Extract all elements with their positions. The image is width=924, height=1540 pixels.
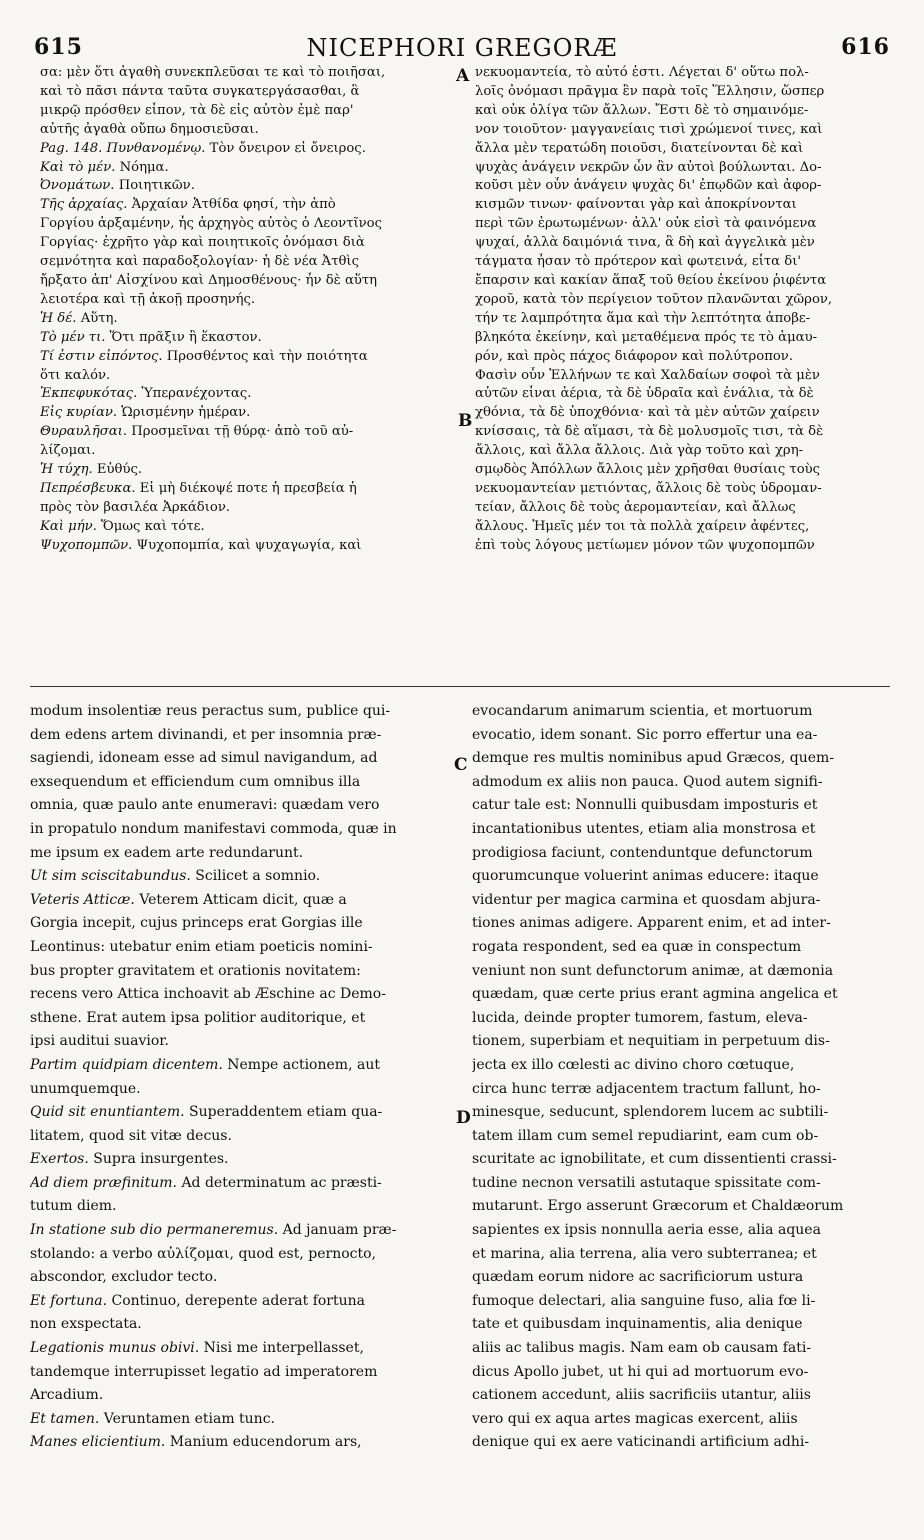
text-line: τάγματα ἦσαν τὸ πρότερον καὶ φωτεινά, εἶτα δι' xyxy=(475,254,802,270)
line-text: sagiendi, idoneam esse ad simul navigandum, ad xyxy=(30,750,378,767)
text-line: rogata respondent, sed ea quæ in conspectum xyxy=(472,938,802,955)
text-line: χθόνια, τὰ δὲ ὑποχθόνια· καὶ τὰ μὲν αὐτῶν χαίρειν xyxy=(475,405,820,421)
line-text: καὶ τὸ πᾶσι πάντα ταῦτα συγκατεργάσασθαι, ἃ xyxy=(40,83,360,99)
line-text: Veruntamen etiam tunc. xyxy=(99,1410,275,1427)
line-text: recens vero Attica inchoavit ab Æschine ac Demo- xyxy=(30,986,386,1003)
text-line xyxy=(40,102,454,121)
text-line: circa hunc terræ adjacentem tractum fallunt, ho- xyxy=(472,1080,821,1097)
text-line xyxy=(30,1030,454,1054)
text-line xyxy=(30,1148,454,1172)
text-line: νον τοιοῦτον· μαγγανείαις τισὶ χρώμενοί τινες, καὶ xyxy=(475,121,823,137)
line-text: Ψυχοπομπία, καὶ ψυχαγωγία, καὶ xyxy=(132,537,362,553)
line-text: Superaddentem etiam qua- xyxy=(184,1104,383,1121)
text-line: tionem, superbiam et nequitiam in perpetuum dis- xyxy=(472,1033,830,1050)
text-line xyxy=(40,215,454,234)
text-line: ἐπὶ τοὺς λόγους μετίωμεν μόνον τῶν ψυχοπομπῶν xyxy=(475,537,815,553)
text-line xyxy=(40,329,454,348)
text-line: quædam eorum nidore ac sacrificiorum ustura xyxy=(472,1269,804,1286)
text-line xyxy=(30,1007,454,1031)
text-line xyxy=(30,1313,454,1337)
text-line xyxy=(40,423,454,442)
line-text: omnia, quæ paulo ante enumeravi: quædam vero xyxy=(30,797,380,814)
line-text: Ὅμως καὶ τότε. xyxy=(96,518,205,534)
text-line xyxy=(30,1125,454,1149)
text-line: minesque, seducunt, splendorem lucem ac subtili- xyxy=(472,1104,829,1121)
text-line xyxy=(30,960,454,984)
text-line: aliis ac talibus magis. Nam eam ob causam fati- xyxy=(472,1340,812,1357)
text-line: κοῦσι μὲν οὖν ἀνάγειν ψυχὰς δι' ἐπῳδῶν καὶ ἀφορ- xyxy=(475,178,822,194)
text-line xyxy=(40,291,454,310)
text-line: prodigiosa faciunt, contenduntque defunctorum xyxy=(472,844,813,861)
text-line xyxy=(40,499,454,518)
line-text: Ὅτι πρᾶξιν ἢ ἕκαστον. xyxy=(105,329,262,345)
line-text: Arcadium. xyxy=(30,1387,104,1404)
text-line: τήν τε λαμπρότητα ἅμα καὶ τὴν λεπτότητα ἀποβε- xyxy=(475,310,811,326)
text-line: καὶ οὐκ ὀλίγα τῶν ἄλλων. Ἔστι δὲ τὸ σημαινόμε- xyxy=(475,102,809,118)
text-line xyxy=(40,177,454,196)
line-text: non exspectata. xyxy=(30,1316,142,1333)
line-text: bus propter gravitatem et orationis novitatem: xyxy=(30,962,361,979)
lemma: Τί ἐστιν εἰπόντος. xyxy=(40,348,163,364)
line-text: Προσθέντος καὶ τὴν ποιότητα xyxy=(162,348,368,364)
line-text: Ad januam præ- xyxy=(278,1222,397,1239)
lemma: Veteris Atticæ. xyxy=(30,891,135,908)
text-line: λοῖς ὀνόμασι πρᾶγμα ἓν παρὰ τοῖς Ἕλλησιν, ὥσπερ xyxy=(475,83,825,99)
lemma: Πεπρέσβευκα. xyxy=(40,480,136,496)
text-line xyxy=(40,461,454,480)
text-line: αὐτῶν εἶναι ἀέρια, τὰ δὲ ὑδραῖα καὶ ἐνάλια, τὰ δὲ xyxy=(475,386,814,402)
line-text: Γοργίας· ἐχρῆτο γὰρ καὶ ποιητικοῖς ὀνόμασι διὰ xyxy=(40,235,365,251)
lemma: Ἐκπεφυκότας. xyxy=(40,386,138,402)
line-text: πρὸς τὸν βασιλέα Ἀρκάδιον. xyxy=(40,499,231,515)
text-line: tate et quibusdam inquinamentis, alia denique xyxy=(472,1316,803,1333)
lemma: Τὸ μέν τι. xyxy=(40,329,106,345)
line-text: λίζομαι. xyxy=(40,443,96,459)
text-line: ψυχὰς ἀνάγειν νεκρῶν ὧν ἂν αὐτοὶ βούλωνται. Δο- xyxy=(475,159,822,175)
text-line: dicus Apollo jubet, ut hi qui ad mortuorum evo- xyxy=(472,1363,809,1380)
page-number-right: 616 xyxy=(841,34,890,60)
running-title: NICEPHORI GREGORÆ xyxy=(306,34,618,62)
lemma: Exertos. xyxy=(30,1151,89,1168)
text-line xyxy=(40,64,454,83)
lemma: Manes elicientium. xyxy=(30,1434,166,1451)
text-line xyxy=(40,140,454,159)
text-line xyxy=(40,348,454,367)
text-line xyxy=(40,385,454,404)
text-line xyxy=(40,234,454,253)
text-line xyxy=(30,818,454,842)
line-text: tutum diem. xyxy=(30,1198,117,1215)
line-text: λειοτέρα καὶ τῇ ἀκοῇ προσηνής. xyxy=(40,291,256,307)
lemma: Εἰς κυρίαν. xyxy=(40,405,118,421)
text-line: κισμῶν τινων· φαίνονται γὰρ καὶ ἀποκρίνονται xyxy=(475,197,797,213)
text-line: quædam, quæ certe prius erant agmina angelica et xyxy=(472,986,838,1003)
text-line: sapientes ex ipsis nonnulla aeria esse, alia aquea xyxy=(472,1222,821,1239)
greek-notes-left-column xyxy=(40,64,454,674)
text-line xyxy=(30,1384,454,1408)
lemma: Ad diem præfinitum. xyxy=(30,1174,177,1191)
text-line: ἄλλα μὲν τερατώδη ποιοῦσι, διατείνονται δὲ καὶ xyxy=(475,140,804,156)
greek-notes-right-column xyxy=(475,64,887,674)
line-text: μικρῷ πρόσθεν εἶπον, τὰ δὲ εἰς αὐτὸν ἐμὲ παρ' xyxy=(40,102,354,118)
margin-letter-d: D xyxy=(456,1108,471,1128)
line-text: ὅτι καλόν. xyxy=(40,367,111,383)
text-line xyxy=(40,404,454,423)
text-line xyxy=(40,121,454,140)
line-text: modum insolentiæ reus peractus sum, publice qui- xyxy=(30,703,391,719)
text-line xyxy=(40,518,454,537)
lemma: Pag. 148. Πυνθανομένῳ. xyxy=(40,140,206,156)
lemma: Ἡ τύχη. xyxy=(40,462,93,478)
text-line xyxy=(40,159,454,178)
text-line: τείαν, ἄλλοις δὲ τοὺς ἀερομαντείαν, καὶ ἄλλως xyxy=(475,499,796,515)
line-text: sthene. Erat autem ipsa politior auditorique, et xyxy=(30,1009,366,1026)
line-text: exsequendum et efficiendum cum omnibus illa xyxy=(30,773,361,790)
line-text: Προσμεῖναι τῇ θύρᾳ· ἀπὸ τοῦ αὐ- xyxy=(127,424,354,440)
lemma: Quid sit enuntiantem. xyxy=(30,1104,185,1121)
lemma: Et fortuna. xyxy=(30,1292,108,1309)
line-text: in propatulo nondum manifestavi commoda, quæ in xyxy=(30,820,397,837)
line-text: Veterem Atticam dicit, quæ a xyxy=(134,891,347,908)
text-line: demque res multis nominibus apud Græcos, quem- xyxy=(472,750,835,767)
line-text: Ad determinatum ac præsti- xyxy=(177,1174,382,1191)
text-line: περὶ τῶν ἐρωτωμένων· ἀλλ' οὐκ εἰσὶ τὰ φαινόμενα xyxy=(475,216,817,232)
text-line: tatem illam cum semel repudiarint, eam cum ob- xyxy=(472,1127,819,1144)
text-line xyxy=(30,983,454,1007)
lemma: Et tamen. xyxy=(30,1410,100,1427)
line-text: Αὕτη. xyxy=(76,310,118,326)
text-line xyxy=(30,889,454,913)
lemma: Partim quidpiam dicentem. xyxy=(30,1056,223,1073)
lemma: Τῆς ἀρχαίας. xyxy=(40,197,128,213)
text-line xyxy=(40,537,454,556)
line-text: Νόημα. xyxy=(115,159,169,175)
text-line xyxy=(30,771,454,795)
lemma: In statione sub dio permaneremus. xyxy=(30,1222,279,1239)
text-line: βληκότα ἐκείνην, καὶ μεταθέμενα πρός τε τὸ ἀμαυ- xyxy=(475,329,818,345)
text-line: et marina, alia terrena, alia vero subterranea; et xyxy=(472,1245,817,1262)
text-line: κνίσσαις, τὰ δὲ αἵμασι, τὰ δὲ μολυσμοῖς τισι, τὰ δὲ xyxy=(475,424,824,440)
text-line xyxy=(30,842,454,866)
text-line xyxy=(30,1219,454,1243)
text-line: mutarunt. Ergo asserunt Græcorum et Chaldæorum xyxy=(472,1198,844,1215)
text-line: ψυχαί, ἀλλὰ δαιμόνιά τινα, ἃ δὴ καὶ ἀγγελικὰ μὲν xyxy=(475,235,815,251)
lemma: Καὶ τὸ μέν. xyxy=(40,159,116,175)
text-line xyxy=(30,794,454,818)
text-line xyxy=(30,1101,454,1125)
text-line xyxy=(30,1054,454,1078)
text-line xyxy=(30,1172,454,1196)
text-line xyxy=(40,272,454,291)
text-line xyxy=(30,1361,454,1385)
text-line xyxy=(30,724,454,748)
text-line xyxy=(30,1195,454,1219)
text-line: νεκυομαντείαν μετιόντας, ἄλλοις δὲ τοὺς ὑδρομαν- xyxy=(475,480,822,496)
margin-letter-b: B xyxy=(458,411,473,431)
line-text: Continuo, derepente aderat fortuna xyxy=(107,1292,366,1309)
text-line xyxy=(30,1337,454,1361)
text-line xyxy=(40,367,454,386)
margin-letter-a: A xyxy=(456,66,470,86)
lemma: Ὀνομάτων. xyxy=(40,178,115,194)
line-text: ipsi auditui suavior. xyxy=(30,1033,169,1050)
line-text: dem edens artem divinandi, et per insomnia præ- xyxy=(30,726,382,743)
text-line xyxy=(30,1078,454,1102)
lemma: Ἡ δέ. xyxy=(40,310,77,326)
line-text: Scilicet a somnio. xyxy=(190,868,321,885)
text-line xyxy=(40,310,454,329)
text-line xyxy=(40,196,454,215)
line-text: abscondor, excludor tecto. xyxy=(30,1269,218,1286)
text-line: evocatio, idem sonant. Sic porro effertur una ea- xyxy=(472,726,818,743)
line-text: Τὸν ὄνειρον εἰ ὄνειρος. xyxy=(205,140,366,156)
text-line xyxy=(30,747,454,771)
text-line: νεκυομαντεία, τὸ αὐτό ἐστι. Λέγεται δ' οὕτω πολ- xyxy=(475,65,809,80)
text-line: vero qui ex aqua artes magicas exercent, aliis xyxy=(472,1410,798,1427)
lemma: Ψυχοπομπῶν. xyxy=(40,537,133,553)
text-line: χοροῦ, κατὰ τὸν περίγειον τοῦτον πλανῶνται χῶρον, xyxy=(475,291,833,307)
line-text: Γοργίου ἀρξαμένην, ἧς ἀρχηγὸς αὐτὸς ὁ Λεοντῖνος xyxy=(40,216,383,232)
line-text: σα: μὲν ὅτι ἀγαθὴ συνεκπλεῦσαι τε καὶ τὸ ποιῆσαι, xyxy=(40,65,386,80)
text-line xyxy=(40,442,454,461)
text-line xyxy=(30,1431,454,1455)
text-line: σμῳδὸς Ἀπόλλων ἄλλοις μὲν χρῆσθαι θυσίαις τοὺς xyxy=(475,462,821,478)
text-line: quorumcunque voluerint animas educere: itaque xyxy=(472,868,819,885)
text-line: fumoque delectari, alia sanguine fuso, alia fœ li- xyxy=(472,1292,816,1309)
line-text: Gorgia incepit, cujus princeps erat Gorgias ille xyxy=(30,915,363,932)
line-text: ἤρξατο ἀπ' Αἰσχίνου καὶ Δημοσθένους· ἦν δὲ αὕτη xyxy=(40,272,378,288)
latin-translation-left-column xyxy=(30,700,454,1512)
lemma: Ut sim sciscitabundus. xyxy=(30,868,191,885)
line-text: litatem, quod sit vitæ decus. xyxy=(30,1127,232,1144)
page-header xyxy=(0,34,924,64)
section-divider xyxy=(30,686,890,687)
text-line: Φασὶν οὖν Ἑλλήνων τε καὶ Χαλδαίων σοφοὶ τὰ μὲν xyxy=(475,367,820,383)
line-text: σεμνότητα καὶ παραδοξολογίαν· ἡ δὲ νέα Ἀτθὶς xyxy=(40,254,359,270)
text-line xyxy=(40,83,454,102)
text-line xyxy=(30,936,454,960)
page-number-left: 615 xyxy=(34,34,83,60)
line-text: me ipsum ex eadem arte redundarunt. xyxy=(30,844,304,861)
line-text: Manium educendorum ars, xyxy=(165,1434,362,1451)
text-line: ἔπαρσιν καὶ κακίαν ἅπαξ τοῦ θείου ἐκείνου ῥιφέντα xyxy=(475,272,827,288)
line-text: Supra insurgentes. xyxy=(88,1151,229,1168)
line-text: Nempe actionem, aut xyxy=(222,1056,380,1073)
text-line xyxy=(30,1243,454,1267)
line-text: Ὡρισμένην ἡμέραν. xyxy=(117,405,251,421)
line-text: tandemque interrupisset legatio ad imperatorem xyxy=(30,1363,378,1380)
text-line: admodum ex aliis non pauca. Quod autem signifi- xyxy=(472,773,823,790)
line-text: Ὑπερανέχοντας. xyxy=(137,386,252,402)
text-line: cationem accedunt, aliis sacrificiis utantur, aliis xyxy=(472,1387,811,1404)
line-text: Ποιητικῶν. xyxy=(114,178,195,194)
line-text: Εὐθύς. xyxy=(92,462,143,478)
latin-translation-right-column xyxy=(472,700,888,1512)
lemma: Legationis munus obivi. xyxy=(30,1340,200,1357)
text-line: tudine necnon versatili astutaque spissitate com- xyxy=(472,1174,821,1191)
text-line: catur tale est: Nonnulli quibusdam imposturis et xyxy=(472,797,818,814)
text-line: ἄλλους. Ἡμεῖς μέν τοι τὰ πολλὰ χαίρειν ἀφέντες, xyxy=(475,518,810,534)
text-line: videntur per magica carmina et quosdam abjura- xyxy=(472,891,821,908)
text-line xyxy=(30,912,454,936)
text-line xyxy=(30,865,454,889)
text-line: jecta ex illo cœlesti ac divino choro cœtuque, xyxy=(472,1056,795,1073)
text-line: lucida, deinde propter tumorem, fastum, eleva- xyxy=(472,1009,808,1026)
text-line xyxy=(40,253,454,272)
line-text: αὐτῆς ἀγαθὰ οὔπω δημοσιεῦσαι. xyxy=(40,121,259,137)
margin-letter-c: C xyxy=(454,755,468,775)
text-line xyxy=(30,1408,454,1432)
lemma: Θυραυλῆσαι. xyxy=(40,424,128,440)
line-text: Εἰ μὴ διέκοψέ ποτε ἡ πρεσβεία ἡ xyxy=(135,480,357,496)
line-text: Ἀρχαίαν Ἀτθίδα φησί, τὴν ἀπὸ xyxy=(127,197,336,213)
text-line xyxy=(30,1290,454,1314)
text-line: denique qui ex aere vaticinandi artificium adhi- xyxy=(472,1434,810,1451)
text-line: incantationibus utentes, etiam alia monstrosa et xyxy=(472,820,816,837)
lemma: Καὶ μήν. xyxy=(40,518,97,534)
text-line: scuritate ac ignobilitate, et cum dissentienti crassi- xyxy=(472,1151,837,1168)
text-line: ρόν, καὶ πρὸς πάχος διάφορον καὶ πολύτροπον. xyxy=(475,348,794,364)
text-line: ἄλλοις, καὶ ἄλλα ἄλλοις. Διὰ γὰρ τοῦτο καὶ χρη- xyxy=(475,443,804,459)
text-line xyxy=(30,1266,454,1290)
line-text: Leontinus: utebatur enim etiam poeticis nomini- xyxy=(30,938,373,955)
line-text: stolando: a verbo αὐλίζομαι, quod est, pernocto, xyxy=(30,1245,376,1262)
text-line xyxy=(40,480,454,499)
text-line: evocandarum animarum scientia, et mortuorum xyxy=(472,703,813,719)
text-line: tiones animas adigere. Apparent enim, et ad inter- xyxy=(472,915,831,932)
line-text: Nisi me interpellasset, xyxy=(199,1340,364,1357)
text-line xyxy=(30,700,454,724)
text-line: veniunt non sunt defunctorum animæ, at dæmonia xyxy=(472,962,834,979)
line-text: unumquemque. xyxy=(30,1080,141,1097)
